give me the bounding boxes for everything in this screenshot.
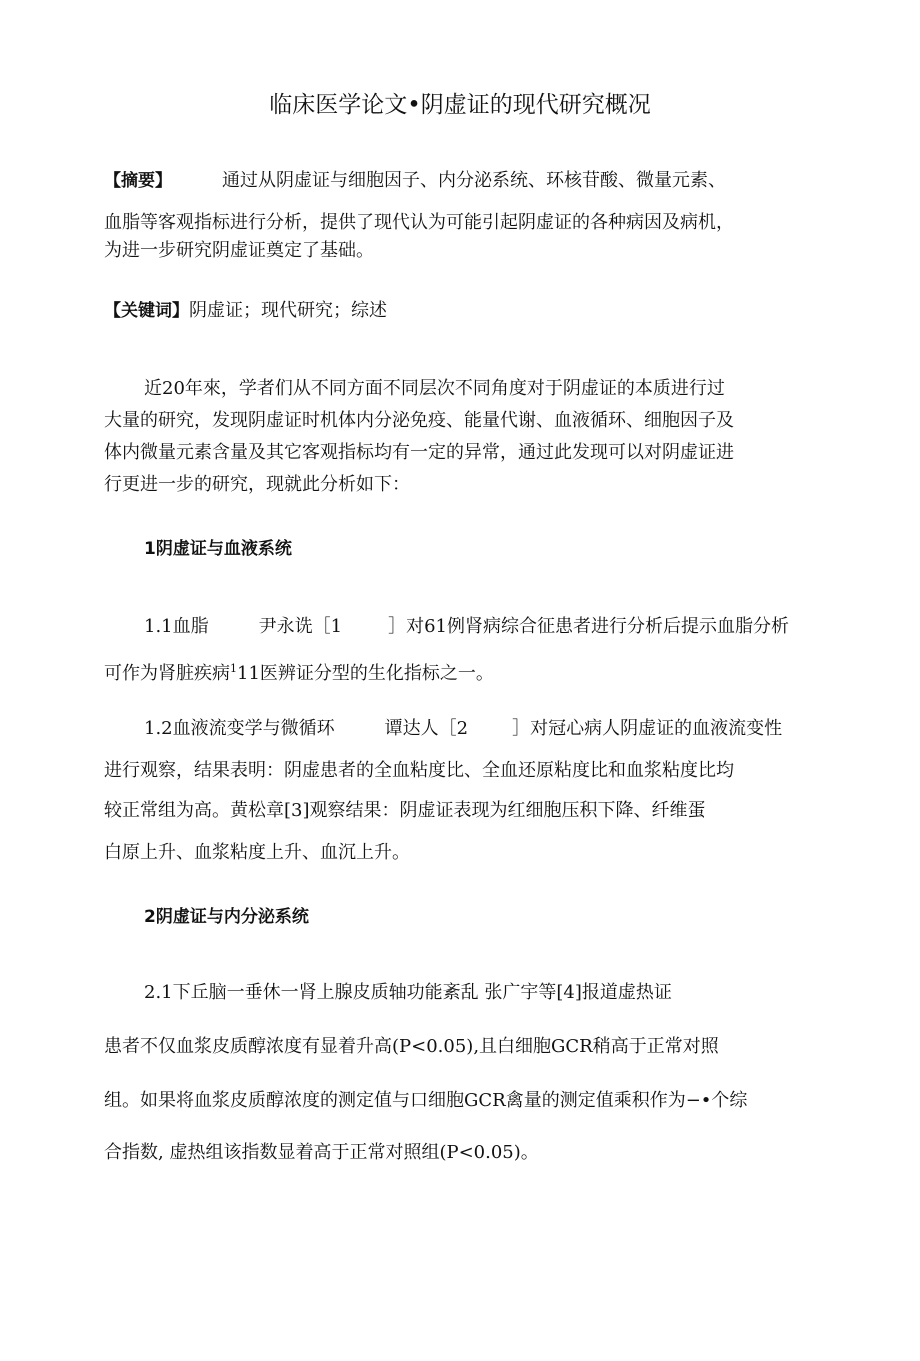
section-2-heading: 2阴虚证与内分泌系统 [144,907,309,927]
abstract-line-2: 血脂等客观指标进行分析，提供了现代认为可能引起阴虚证的各种病因及病机， [104,212,734,233]
subsection-1-1-title: 1.1血脂 [144,616,209,637]
keywords-line [104,298,387,324]
subsection-1-2-rest: ］对冠心病人阴虚证的血液流变性 [512,718,783,739]
document-title: 临床医学论文•阴虚证的现代研究概况 [269,92,651,118]
subsection-1-1-line-2-post: 11医辨证分型的生化指标之一。 [237,663,494,684]
subsection-2-1-line-2: 患者不仅血浆皮质醇浓度有显着升高(P<0.05),且白细胞GCR稍高于正常对照 [104,1036,719,1057]
subsection-1-2-line-2: 进行观察，结果表明：阴虚患者的全血粘度比、全血还原粘度比和血浆粘度比均 [104,760,734,781]
subsection-1-1-author: 尹永诜［1 [258,616,343,637]
intro-line-2: 大量的研究，发现阴虚证时机体内分泌免疫、能量代谢、血液循环、细胞因子及 [104,410,734,431]
section-1-heading: 1阴虚证与血液系统 [144,539,292,559]
subsection-1-2-line-4: 白原上升、血浆粘度上升、血沉上升。 [104,842,410,863]
abstract-label: 【摘要】 [104,171,172,191]
subsection-1-1-line-1 [144,614,789,640]
intro-line-1: 近20年來，学者们从不同方面不同层次不同角度对于阴虚证的本质进行过 [144,378,725,399]
subsection-1-2-line-3: 较正常组为高。黄松章[3]观察结果：阴虚证表现为红细胞压积下降、纤维蛋 [104,800,706,821]
intro-line-4: 行更进一步的研究，现就此分析如下： [104,474,410,495]
abstract-line-3: 为进一步研究阴虚证奠定了基础。 [104,240,374,261]
subsection-2-1-line-4: 合指数, 虚热组该指数显着高于正常对照组(P<0.05)。 [104,1142,539,1163]
subsection-2-1-line-1: 2.1下丘脑一垂休一肾上腺皮质轴功能紊乱 张广宇等[4]报道虚热证 [144,982,672,1003]
abstract-text-1: 通过从阴虚证与细胞因子、内分泌系统、环核苷酸、微量元素、 [222,170,726,191]
subsection-1-1-superscript: 1 [230,662,237,675]
subsection-1-1-line-2-pre: 可作为肾脏疾病 [104,663,230,684]
subsection-1-2-line-1 [144,716,782,742]
subsection-1-2-title: 1.2血液流变学与微循环 [144,718,335,739]
subsection-2-1-line-3: 组。如果将血浆皮质醇浓度的测定值与口细胞GCR禽量的测定值乘积作为−•个综 [104,1090,748,1111]
keywords-text: 阴虚证；现代研究；综述 [189,300,387,321]
subsection-1-2-author: 谭达人［2 [384,718,469,739]
abstract-line-1 [104,168,726,194]
subsection-1-1-rest: ］对61例肾病综合征患者进行分析后提示血脂分析 [388,616,789,637]
keywords-label: 【关键词】 [104,301,189,321]
subsection-1-1-line-2 [104,656,494,687]
intro-line-3: 体内微量元素含量及其它客观指标均有一定的异常，通过此发现可以对阴虚证进 [104,442,734,463]
